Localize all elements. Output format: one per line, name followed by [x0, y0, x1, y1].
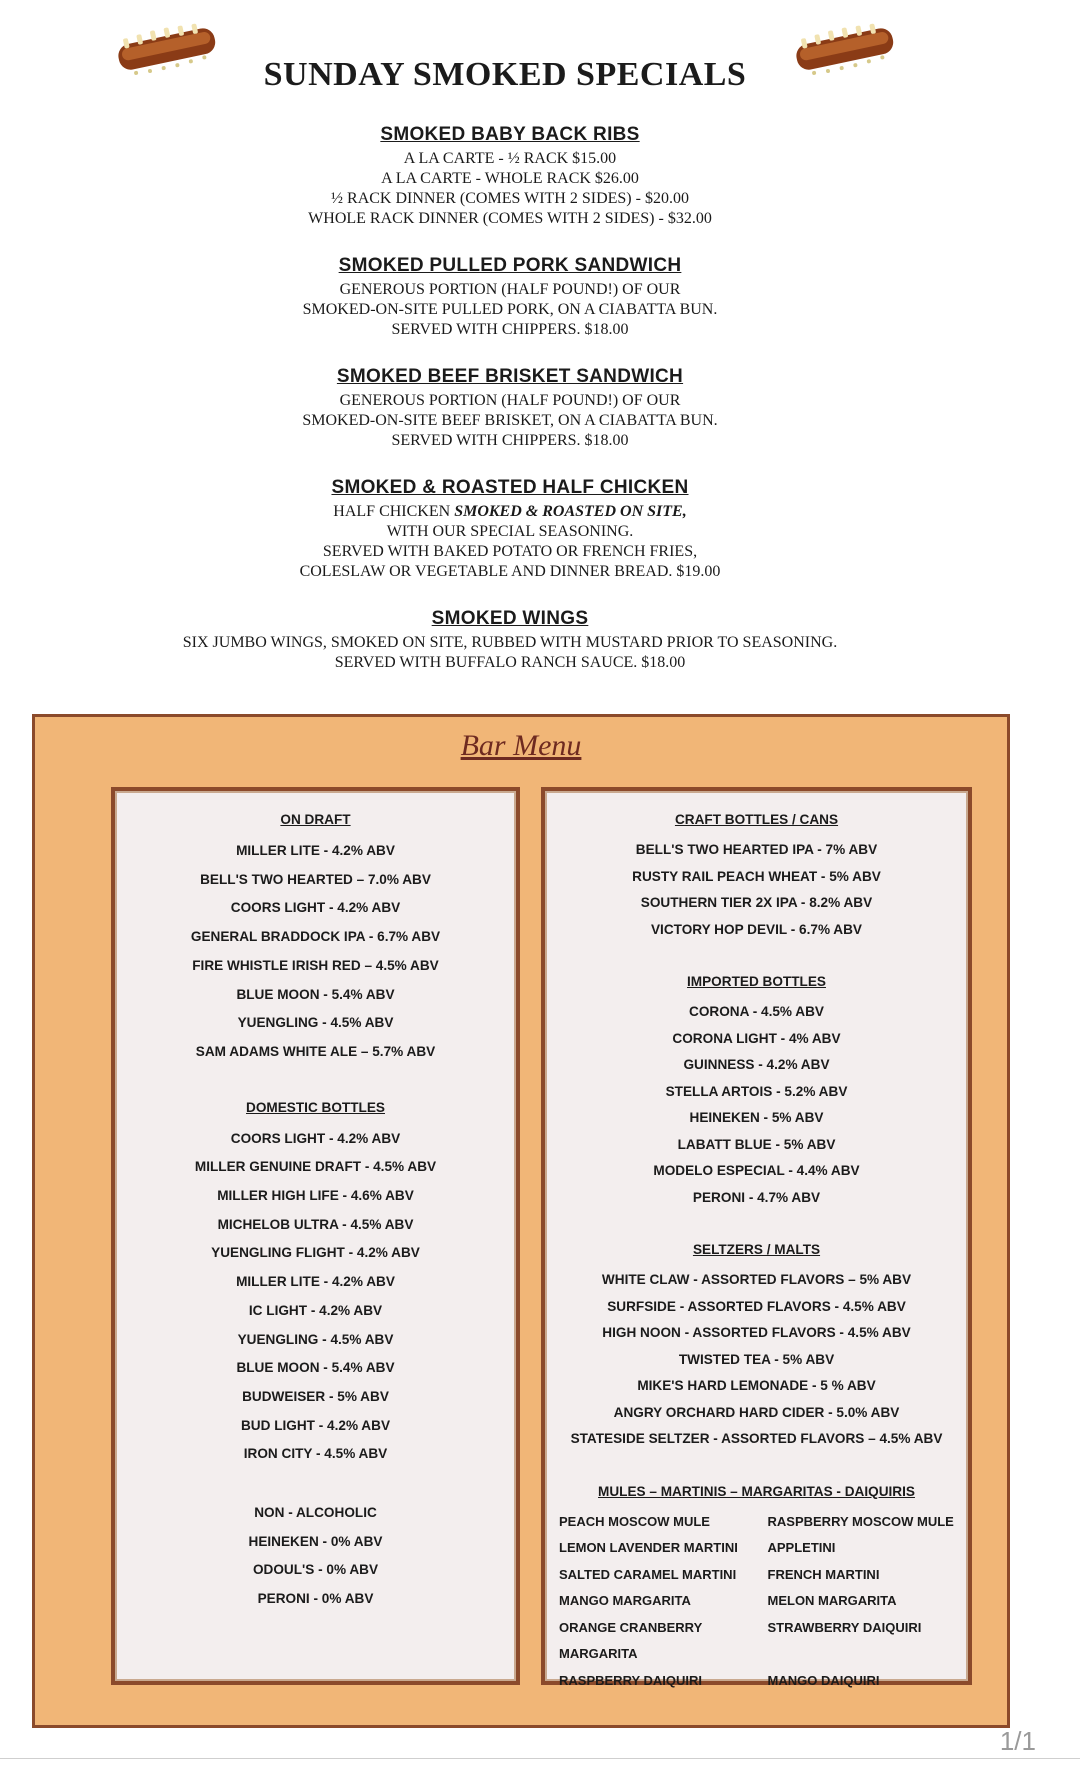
drink-item: FIRE WHISTLE IRISH RED – 4.5% ABV	[192, 957, 439, 973]
cocktail-item: PEACH MOSCOW MULE	[559, 1513, 710, 1529]
special-brisket	[0, 366, 1020, 451]
drink-item: STATESIDE SELTZER - ASSORTED FLAVORS – 4.5% ABV	[570, 1431, 943, 1446]
special-line: GENEROUS PORTION (HALF POUND!) OF OUR	[339, 281, 681, 298]
bar-panel-left	[111, 787, 520, 1685]
bar-menu-title: Bar Menu	[460, 729, 582, 762]
page-divider	[0, 1758, 1080, 1759]
special-line: SIX JUMBO WINGS, SMOKED ON SITE, RUBBED WITH MUSTARD PRIOR TO SEASONING.	[182, 634, 838, 651]
drink-item: MODELO ESPECIAL - 4.4% ABV	[653, 1163, 860, 1178]
cocktail-item: ORANGE CRANBERRY MARGARITA	[559, 1619, 703, 1661]
drink-item: WHITE CLAW - ASSORTED FLAVORS – 5% ABV	[601, 1272, 912, 1287]
drink-item: YUENGLING - 4.5% ABV	[237, 1015, 394, 1031]
drink-item: GENERAL BRADDOCK IPA - 6.7% ABV	[190, 929, 441, 945]
drink-item: SAM ADAMS WHITE ALE – 5.7% ABV	[195, 1043, 436, 1059]
drink-item: COORS LIGHT - 4.2% ABV	[230, 1130, 401, 1146]
drink-item: TWISTED TEA - 5% ABV	[678, 1351, 835, 1367]
special-chicken	[0, 477, 1020, 582]
drink-item: VICTORY HOP DEVIL - 6.7% ABV	[650, 921, 862, 937]
bar-column-left	[115, 809, 516, 1614]
special-line: SERVED WITH CHIPPERS. $18.00	[391, 432, 629, 449]
drink-item: BUD LIGHT - 4.2% ABV	[240, 1417, 391, 1433]
cocktail-item: STRAWBERRY DAIQUIRI	[767, 1619, 922, 1635]
drink-item: BELL'S TWO HEARTED – 7.0% ABV	[200, 871, 431, 887]
special-title: SMOKED BEEF BRISKET SANDWICH	[336, 366, 684, 387]
special-line-emphasis: SMOKED & ROASTED ON SITE,	[454, 503, 687, 520]
special-line: SERVED WITH CHIPPERS. $18.00	[391, 321, 629, 338]
cocktail-item: APPLETINI	[767, 1540, 836, 1555]
special-ribs	[0, 124, 1020, 229]
special-title: SMOKED PULLED PORK SANDWICH	[338, 255, 682, 276]
section-heading-seltzers: SELTZERS / MALTS	[692, 1242, 821, 1257]
special-line: A LA CARTE - ½ RACK $15.00	[403, 150, 617, 167]
special-line: WITH OUR SPECIAL SEASONING.	[386, 523, 634, 540]
drink-item: HIGH NOON - ASSORTED FLAVORS - 4.5% ABV	[602, 1325, 911, 1340]
cocktail-item: SALTED CARAMEL MARTINI	[559, 1566, 737, 1582]
drink-item: MILLER LITE - 4.2% ABV	[236, 1274, 395, 1290]
cocktail-item: MANGO DAIQUIRI	[767, 1672, 880, 1688]
drink-item: PERONI - 0% ABV	[257, 1591, 374, 1607]
special-line: ½ RACK DINNER (COMES WITH 2 SIDES) - $20.00	[331, 190, 689, 207]
special-title: SMOKED WINGS	[431, 608, 589, 629]
special-title: SMOKED & ROASTED HALF CHICKEN	[331, 477, 689, 498]
cocktail-item: RASPBERRY DAIQUIRI	[559, 1672, 703, 1688]
drink-item: BUDWEISER - 5% ABV	[242, 1388, 389, 1404]
drink-item: STELLA ARTOIS - 5.2% ABV	[665, 1083, 848, 1099]
special-line: A LA CARTE - WHOLE RACK $26.00	[381, 170, 639, 187]
drink-item: COORS LIGHT - 4.2% ABV	[230, 900, 401, 916]
specials-list	[0, 124, 1020, 699]
section-heading-imported: IMPORTED BOTTLES	[687, 974, 826, 989]
cocktail-item: MANGO MARGARITA	[559, 1593, 691, 1608]
section-heading-non-alcoholic: NON - ALCOHOLIC	[254, 1505, 377, 1521]
special-line	[0, 502, 1020, 522]
page-number: 1/1	[999, 1726, 1036, 1756]
special-line: SERVED WITH BUFFALO RANCH SAUCE. $18.00	[334, 654, 686, 671]
drink-item: YUENGLING FLIGHT - 4.2% ABV	[211, 1245, 420, 1261]
bar-menu	[32, 714, 1010, 1728]
section-heading-domestic: DOMESTIC BOTTLES	[246, 1099, 385, 1115]
drink-item: RUSTY RAIL PEACH WHEAT - 5% ABV	[632, 868, 881, 884]
drink-item: MIKE'S HARD LEMONADE - 5 % ABV	[637, 1378, 876, 1393]
section-heading-mules: MULES – MARTINIS – MARGARITAS - DAIQUIRIS	[598, 1483, 915, 1499]
drink-item: SURFSIDE - ASSORTED FLAVORS - 4.5% ABV	[607, 1298, 906, 1314]
mules-grid	[545, 1509, 968, 1695]
section-heading-craft: CRAFT BOTTLES / CANS	[674, 812, 839, 827]
drink-item: PERONI - 4.7% ABV	[692, 1189, 821, 1205]
section-heading-on-draft: ON DRAFT	[280, 812, 351, 827]
drink-item: LABATT BLUE - 5% ABV	[677, 1136, 836, 1152]
drink-item: MILLER LITE - 4.2% ABV	[236, 843, 395, 858]
special-line: COLESLAW OR VEGETABLE AND DINNER BREAD. $19.00	[299, 563, 721, 580]
special-line: SERVED WITH BAKED POTATO OR FRENCH FRIES,	[322, 543, 698, 560]
special-wings	[0, 608, 1020, 673]
special-line: GENEROUS PORTION (HALF POUND!) OF OUR	[339, 392, 681, 409]
special-line: SMOKED-ON-SITE BEEF BRISKET, ON A CIABATTA BUN.	[302, 412, 718, 429]
special-line: SMOKED-ON-SITE PULLED PORK, ON A CIABATTA BUN.	[302, 301, 718, 318]
page-title: SUNDAY SMOKED SPECIALS	[263, 56, 747, 93]
drink-item: MICHELOB ULTRA - 4.5% ABV	[217, 1216, 414, 1232]
drink-item: IRON CITY - 4.5% ABV	[243, 1446, 388, 1462]
special-pulled-pork	[0, 255, 1020, 340]
drink-item: BELL'S TWO HEARTED IPA - 7% ABV	[635, 842, 878, 857]
cocktail-item: FRENCH MARTINI	[767, 1566, 880, 1582]
bar-panel-right	[541, 787, 972, 1688]
drink-item: IC LIGHT - 4.2% ABV	[248, 1302, 383, 1318]
drink-item: MILLER HIGH LIFE - 4.6% ABV	[217, 1188, 414, 1204]
drink-item: SOUTHERN TIER 2X IPA - 8.2% ABV	[640, 895, 873, 910]
special-line-prefix: HALF CHICKEN	[333, 503, 455, 520]
special-line: WHOLE RACK DINNER (COMES WITH 2 SIDES) - $32.00	[308, 210, 712, 227]
cocktail-item: LEMON LAVENDER MARTINI	[559, 1540, 738, 1555]
drink-item: GUINNESS - 4.2% ABV	[683, 1057, 830, 1072]
drink-item: HEINEKEN - 0% ABV	[248, 1533, 383, 1549]
drink-item: ODOUL'S - 0% ABV	[252, 1562, 379, 1578]
drink-item: BLUE MOON - 5.4% ABV	[236, 986, 395, 1002]
drink-item: BLUE MOON - 5.4% ABV	[236, 1360, 395, 1376]
drink-item: MILLER GENUINE DRAFT - 4.5% ABV	[194, 1159, 437, 1175]
drink-item: YUENGLING - 4.5% ABV	[237, 1331, 394, 1347]
cocktail-item: MELON MARGARITA	[767, 1593, 897, 1608]
drink-item: CORONA LIGHT - 4% ABV	[672, 1030, 841, 1046]
cocktail-item: RASPBERRY MOSCOW MULE	[767, 1513, 954, 1529]
special-title: SMOKED BABY BACK RIBS	[380, 124, 640, 145]
drink-item: HEINEKEN - 5% ABV	[689, 1110, 824, 1125]
drink-item: ANGRY ORCHARD HARD CIDER - 5.0% ABV	[613, 1404, 900, 1420]
bar-column-right	[545, 809, 968, 1694]
drink-item: CORONA - 4.5% ABV	[689, 1004, 824, 1019]
